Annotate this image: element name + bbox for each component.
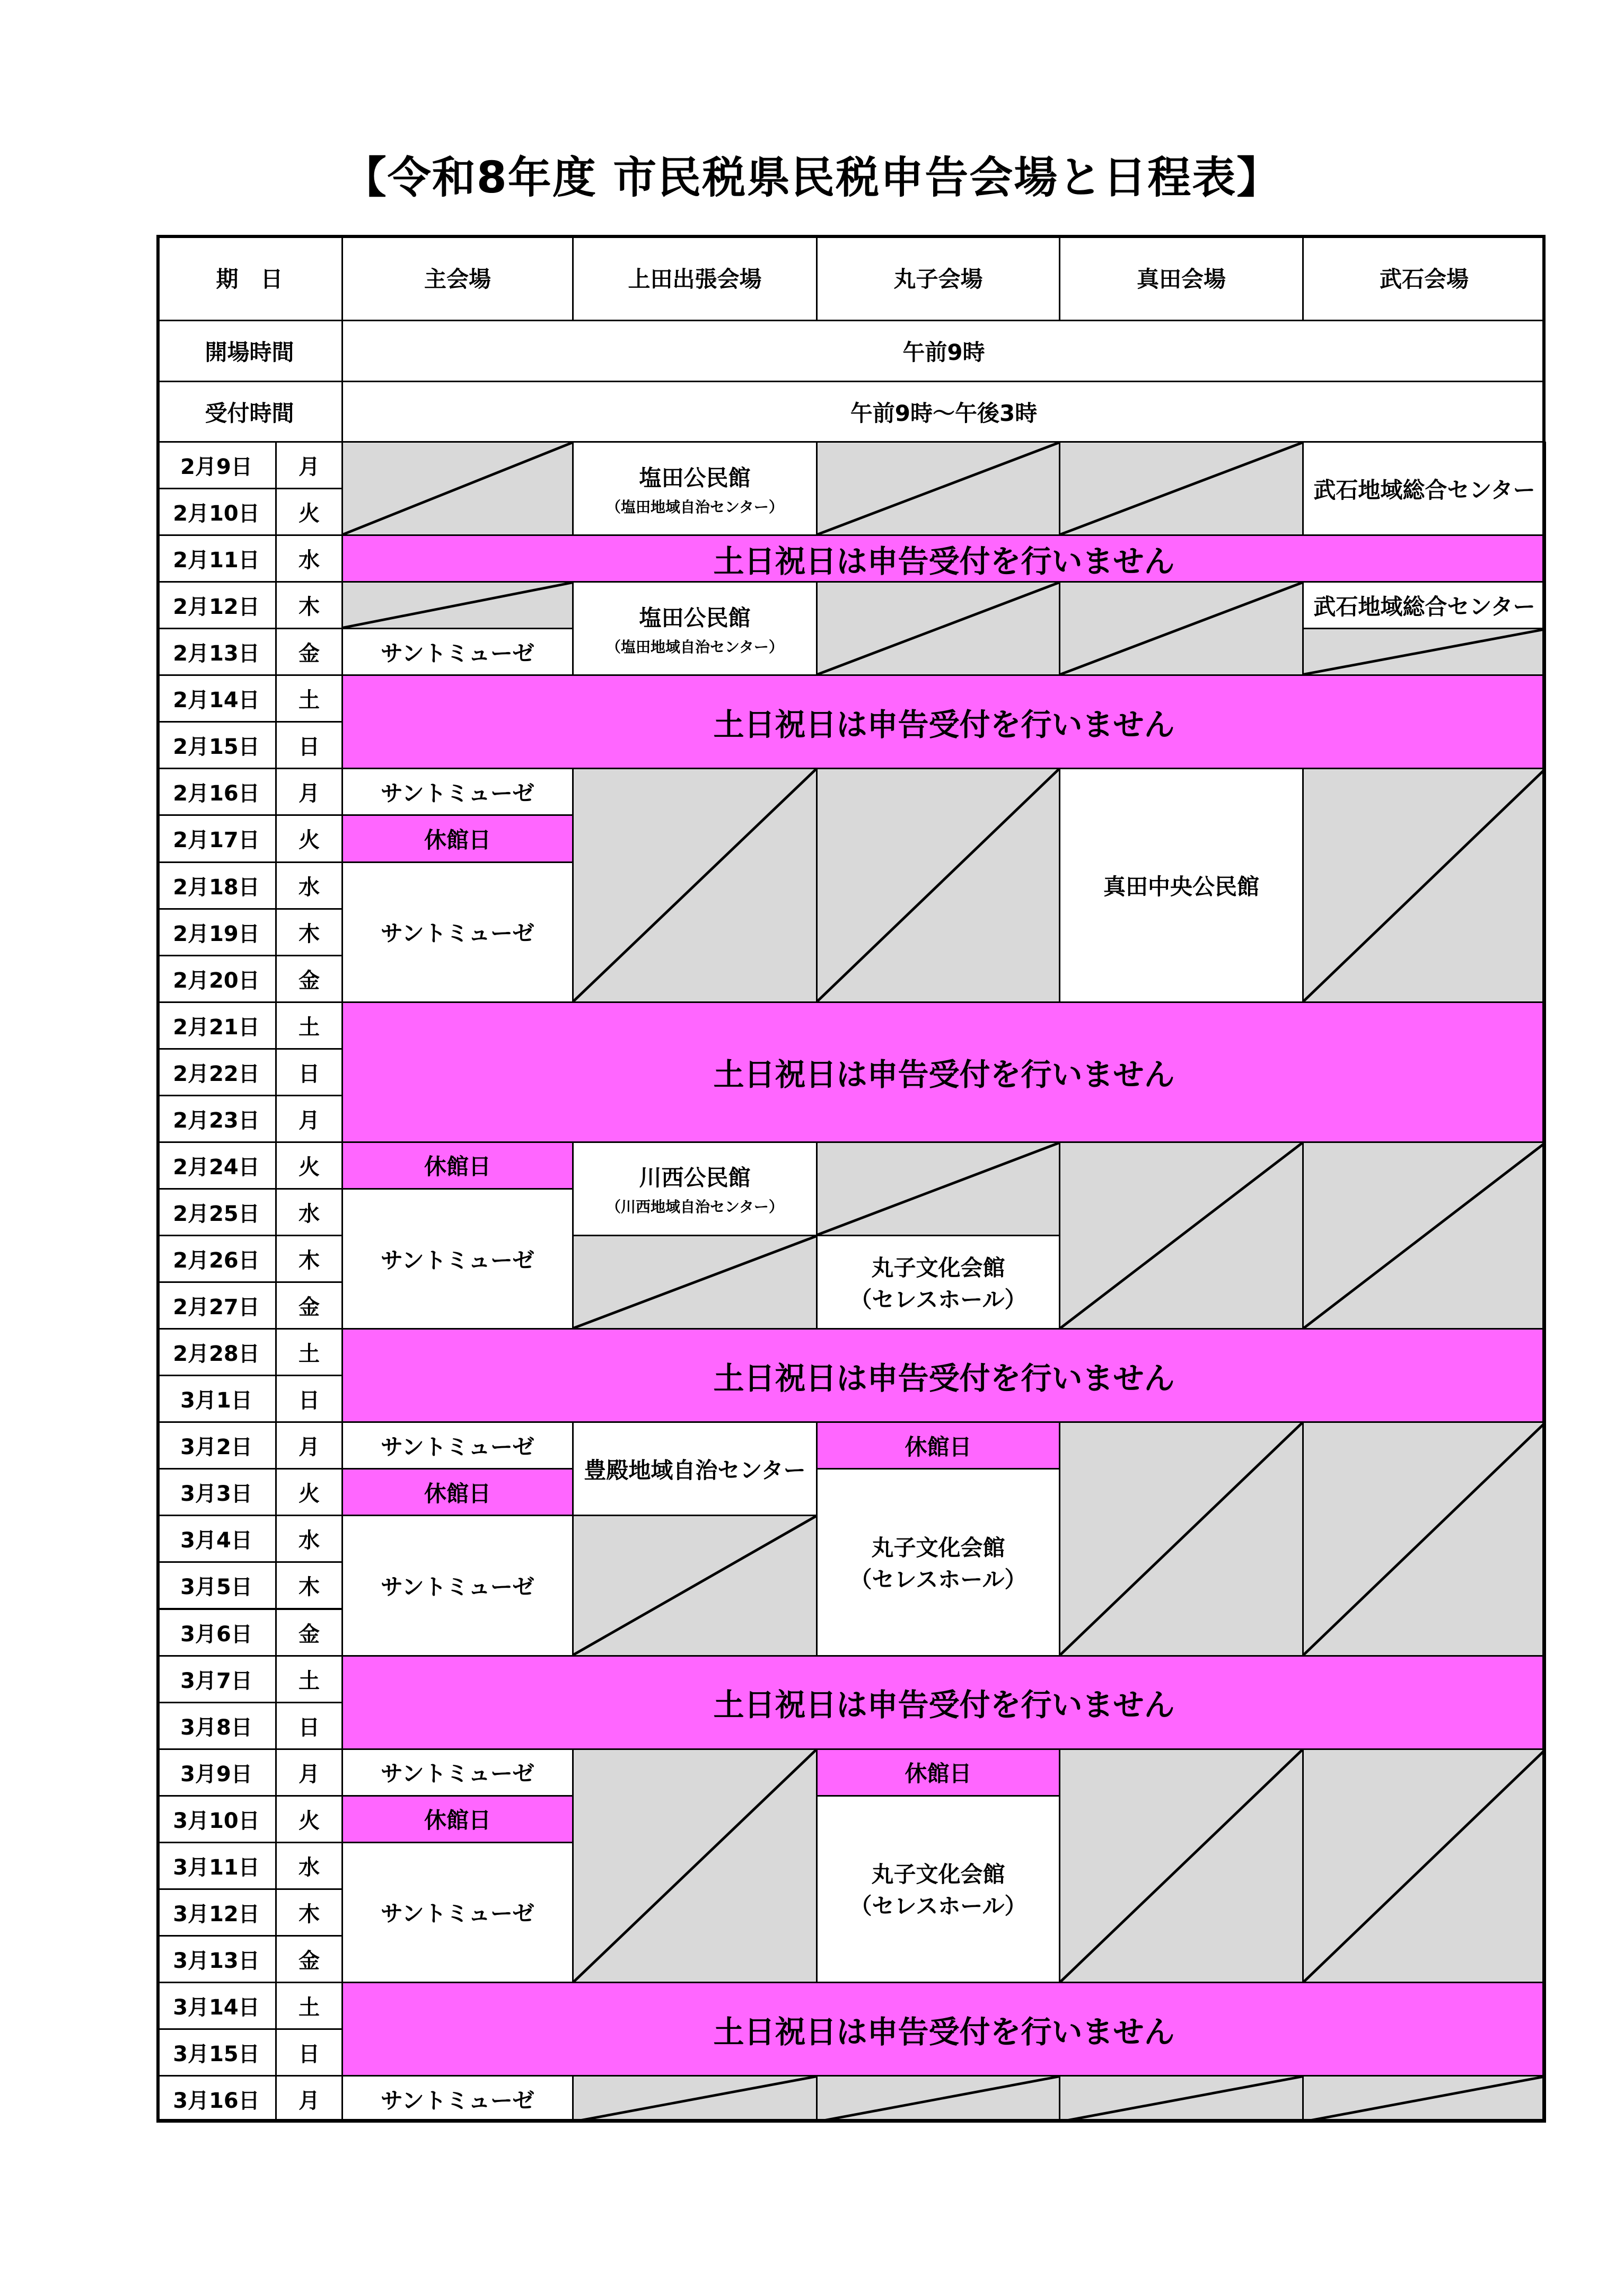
open-time-label: 開場時間 bbox=[156, 320, 343, 382]
diagonal-slash-icon bbox=[1060, 1143, 1302, 1328]
date-cell: 2月18日 bbox=[156, 862, 276, 909]
weekday-cell: 月 bbox=[276, 1095, 343, 1142]
open-time-value: 午前9時 bbox=[342, 320, 1546, 382]
header-venue-ueda: 上田出張会場 bbox=[573, 235, 817, 321]
venue-name: サントミューゼ bbox=[380, 920, 535, 947]
venue-cell bbox=[817, 1235, 1060, 1329]
weekday-cell: 水 bbox=[276, 1515, 343, 1562]
closed-day-cell: 休館日 bbox=[342, 815, 573, 862]
not-available-cell bbox=[817, 1142, 1060, 1236]
diagonal-slash-icon bbox=[574, 1516, 816, 1655]
venue-name: 丸子文化会館 bbox=[871, 1861, 1005, 1888]
venue-name: 丸子文化会館 bbox=[871, 1534, 1005, 1561]
closed-day-cell: 休館日 bbox=[342, 1796, 573, 1843]
not-available-cell bbox=[1059, 1142, 1303, 1329]
diagonal-slash-icon bbox=[574, 1236, 816, 1328]
weekday-cell: 土 bbox=[276, 1656, 343, 1703]
not-available-cell bbox=[573, 1749, 817, 1983]
date-cell: 3月6日 bbox=[156, 1609, 276, 1656]
venue-cell bbox=[342, 1189, 573, 1329]
header-venue-maruko: 丸子会場 bbox=[817, 235, 1060, 321]
venue-name: 真田中央公民館 bbox=[1103, 874, 1259, 900]
not-available-cell bbox=[1303, 2075, 1546, 2123]
date-cell: 3月1日 bbox=[156, 1375, 276, 1422]
closed-day-cell: 休館日 bbox=[342, 1468, 573, 1516]
reception-time-label: 受付時間 bbox=[156, 381, 343, 442]
not-available-cell bbox=[1059, 1749, 1303, 1983]
closed-day-cell: 休館日 bbox=[817, 1749, 1060, 1796]
weekday-cell: 金 bbox=[276, 1936, 343, 1983]
diagonal-slash-icon bbox=[1060, 2077, 1302, 2122]
weekday-cell: 火 bbox=[276, 815, 343, 862]
venue-cell bbox=[1303, 582, 1546, 629]
date-cell: 2月16日 bbox=[156, 768, 276, 815]
date-cell: 3月2日 bbox=[156, 1422, 276, 1469]
date-cell: 3月9日 bbox=[156, 1749, 276, 1796]
date-cell: 3月8日 bbox=[156, 1702, 276, 1749]
diagonal-slash-icon bbox=[1304, 1423, 1545, 1655]
weekday-cell: 木 bbox=[276, 1235, 343, 1282]
weekday-cell: 火 bbox=[276, 1796, 343, 1843]
weekday-cell: 日 bbox=[276, 1049, 343, 1096]
venue-cell bbox=[573, 1142, 817, 1236]
date-cell: 2月11日 bbox=[156, 535, 276, 582]
not-available-cell bbox=[1303, 628, 1546, 675]
weekday-cell: 金 bbox=[276, 955, 343, 1002]
weekday-cell: 月 bbox=[276, 768, 343, 815]
weekday-cell: 日 bbox=[276, 2029, 343, 2076]
not-available-cell bbox=[1059, 582, 1303, 675]
diagonal-slash-icon bbox=[818, 443, 1059, 534]
not-available-cell bbox=[817, 442, 1060, 535]
venue-cell bbox=[342, 1422, 573, 1469]
diagonal-slash-icon bbox=[574, 2077, 816, 2122]
date-cell: 2月25日 bbox=[156, 1189, 276, 1236]
venue-cell bbox=[1303, 442, 1546, 535]
date-cell: 2月28日 bbox=[156, 1329, 276, 1376]
date-cell: 3月3日 bbox=[156, 1468, 276, 1516]
weekday-cell: 火 bbox=[276, 488, 343, 535]
date-cell: 2月24日 bbox=[156, 1142, 276, 1189]
not-available-cell bbox=[1303, 768, 1546, 1002]
weekday-cell: 日 bbox=[276, 1375, 343, 1422]
not-available-cell bbox=[1059, 1422, 1303, 1656]
diagonal-slash-icon bbox=[818, 583, 1059, 674]
weekday-cell: 金 bbox=[276, 1282, 343, 1329]
weekend-closed-banner: 土日祝日は申告受付を行いません bbox=[342, 675, 1546, 769]
date-cell: 2月27日 bbox=[156, 1282, 276, 1329]
date-cell: 2月19日 bbox=[156, 909, 276, 956]
not-available-cell bbox=[1059, 2075, 1303, 2123]
not-available-cell bbox=[573, 1235, 817, 1329]
venue-cell bbox=[342, 2075, 573, 2123]
not-available-cell bbox=[817, 768, 1060, 1002]
venue-cell bbox=[817, 1796, 1060, 1983]
header-venue-sanada: 真田会場 bbox=[1059, 235, 1303, 321]
weekday-cell: 月 bbox=[276, 442, 343, 489]
weekday-cell: 水 bbox=[276, 535, 343, 582]
venue-name: 豊殿地域自治センター bbox=[584, 1457, 806, 1483]
diagonal-slash-icon bbox=[818, 1143, 1059, 1235]
venue-subtitle: （セレスホール） bbox=[849, 1286, 1027, 1313]
date-cell: 2月23日 bbox=[156, 1095, 276, 1142]
date-cell: 3月14日 bbox=[156, 1982, 276, 2029]
weekend-closed-banner: 土日祝日は申告受付を行いません bbox=[342, 1656, 1546, 1749]
weekday-cell: 金 bbox=[276, 628, 343, 675]
date-cell: 3月16日 bbox=[156, 2075, 276, 2123]
diagonal-slash-icon bbox=[1304, 629, 1545, 674]
diagonal-slash-icon bbox=[1304, 2077, 1545, 2122]
venue-name: サントミューゼ bbox=[380, 2087, 535, 2114]
date-cell: 2月13日 bbox=[156, 628, 276, 675]
not-available-cell bbox=[1059, 442, 1303, 535]
venue-name: サントミューゼ bbox=[380, 1573, 535, 1600]
venue-subtitle: （塩田地域自治センター） bbox=[606, 638, 784, 656]
diagonal-slash-icon bbox=[574, 769, 816, 1001]
weekday-cell: 木 bbox=[276, 582, 343, 629]
not-available-cell bbox=[1303, 1142, 1546, 1329]
date-cell: 3月10日 bbox=[156, 1796, 276, 1843]
date-cell: 2月17日 bbox=[156, 815, 276, 862]
diagonal-slash-icon bbox=[1304, 1143, 1545, 1328]
venue-name: 川西公民館 bbox=[639, 1165, 751, 1191]
diagonal-slash-icon bbox=[574, 1750, 816, 1982]
closed-day-cell: 休館日 bbox=[817, 1422, 1060, 1469]
not-available-cell bbox=[573, 1515, 817, 1656]
weekday-cell: 金 bbox=[276, 1609, 343, 1656]
date-cell: 2月20日 bbox=[156, 955, 276, 1002]
venue-name: サントミューゼ bbox=[380, 780, 535, 806]
schedule-table bbox=[156, 235, 1546, 2122]
not-available-cell bbox=[342, 442, 573, 535]
not-available-cell bbox=[817, 582, 1060, 675]
venue-subtitle: （川西地域自治センター） bbox=[606, 1198, 784, 1216]
weekday-cell: 水 bbox=[276, 862, 343, 909]
date-cell: 2月22日 bbox=[156, 1049, 276, 1096]
not-available-cell bbox=[817, 2075, 1060, 2123]
weekday-cell: 火 bbox=[276, 1142, 343, 1189]
venue-name: 武石地域総合センター bbox=[1313, 593, 1535, 620]
not-available-cell bbox=[1303, 1422, 1546, 1656]
weekday-cell: 日 bbox=[276, 722, 343, 769]
weekday-cell: 土 bbox=[276, 1982, 343, 2029]
diagonal-slash-icon bbox=[1060, 443, 1302, 534]
venue-name: 塩田公民館 bbox=[639, 464, 751, 491]
date-cell: 3月4日 bbox=[156, 1515, 276, 1562]
diagonal-slash-icon bbox=[1060, 1750, 1302, 1982]
weekend-closed-banner: 土日祝日は申告受付を行いません bbox=[342, 535, 1546, 582]
diagonal-slash-icon bbox=[818, 769, 1059, 1001]
header-date: 期 日 bbox=[156, 235, 343, 321]
date-cell: 2月14日 bbox=[156, 675, 276, 722]
weekday-cell: 月 bbox=[276, 1749, 343, 1796]
venue-cell bbox=[1059, 768, 1303, 1002]
diagonal-slash-icon bbox=[1060, 583, 1302, 674]
date-cell: 3月11日 bbox=[156, 1842, 276, 1889]
diagonal-slash-icon bbox=[1060, 1423, 1302, 1655]
venue-cell bbox=[342, 862, 573, 1002]
venue-name: 武石地域総合センター bbox=[1313, 477, 1535, 503]
venue-name: サントミューゼ bbox=[380, 1761, 535, 1787]
date-cell: 2月26日 bbox=[156, 1235, 276, 1282]
venue-name: サントミューゼ bbox=[380, 1247, 535, 1273]
weekday-cell: 火 bbox=[276, 1468, 343, 1516]
date-cell: 3月7日 bbox=[156, 1656, 276, 1703]
venue-name: 塩田公民館 bbox=[639, 604, 751, 631]
venue-cell bbox=[817, 1468, 1060, 1656]
weekend-closed-banner: 土日祝日は申告受付を行いません bbox=[342, 1982, 1546, 2076]
weekday-cell: 土 bbox=[276, 675, 343, 722]
header-venue-takeshi: 武石会場 bbox=[1303, 235, 1546, 321]
diagonal-slash-icon bbox=[343, 583, 572, 628]
date-cell: 2月15日 bbox=[156, 722, 276, 769]
not-available-cell bbox=[573, 768, 817, 1002]
weekday-cell: 木 bbox=[276, 1889, 343, 1936]
weekday-cell: 土 bbox=[276, 1002, 343, 1049]
diagonal-slash-icon bbox=[1304, 1750, 1545, 1982]
diagonal-slash-icon bbox=[818, 2077, 1059, 2122]
date-cell: 3月12日 bbox=[156, 1889, 276, 1936]
header-venue-main: 主会場 bbox=[342, 235, 573, 321]
venue-name: サントミューゼ bbox=[380, 640, 535, 666]
venue-cell bbox=[573, 582, 817, 675]
venue-cell bbox=[342, 628, 573, 675]
weekday-cell: 木 bbox=[276, 909, 343, 956]
venue-cell bbox=[342, 1515, 573, 1656]
weekday-cell: 月 bbox=[276, 2075, 343, 2123]
weekday-cell: 月 bbox=[276, 1422, 343, 1469]
venue-cell bbox=[573, 442, 817, 535]
venue-name: 丸子文化会館 bbox=[871, 1254, 1005, 1281]
date-cell: 2月9日 bbox=[156, 442, 276, 489]
not-available-cell bbox=[342, 582, 573, 629]
date-cell: 3月15日 bbox=[156, 2029, 276, 2076]
weekend-closed-banner: 土日祝日は申告受付を行いません bbox=[342, 1329, 1546, 1422]
diagonal-slash-icon bbox=[343, 443, 572, 534]
not-available-cell bbox=[1303, 1749, 1546, 1983]
venue-cell bbox=[342, 1749, 573, 1796]
venue-cell bbox=[342, 768, 573, 815]
date-cell: 2月10日 bbox=[156, 488, 276, 535]
reception-time-value: 午前9時～午後3時 bbox=[342, 381, 1546, 442]
weekday-cell: 土 bbox=[276, 1329, 343, 1376]
diagonal-slash-icon bbox=[1304, 769, 1545, 1001]
weekday-cell: 日 bbox=[276, 1702, 343, 1749]
venue-name: サントミューゼ bbox=[380, 1901, 535, 1927]
closed-day-cell: 休館日 bbox=[342, 1142, 573, 1189]
weekday-cell: 木 bbox=[276, 1562, 343, 1609]
venue-cell bbox=[573, 1422, 817, 1516]
weekday-cell: 水 bbox=[276, 1189, 343, 1236]
page-title: 【令和8年度 市民税県民税申告会場と日程表】 bbox=[343, 153, 1281, 203]
date-cell: 2月21日 bbox=[156, 1002, 276, 1049]
date-cell: 2月12日 bbox=[156, 582, 276, 629]
weekday-cell: 水 bbox=[276, 1842, 343, 1889]
date-cell: 3月13日 bbox=[156, 1936, 276, 1983]
venue-subtitle: （塩田地域自治センター） bbox=[606, 498, 784, 516]
not-available-cell bbox=[573, 2075, 817, 2123]
date-cell: 3月5日 bbox=[156, 1562, 276, 1609]
venue-name: サントミューゼ bbox=[380, 1433, 535, 1460]
weekend-closed-banner: 土日祝日は申告受付を行いません bbox=[342, 1002, 1546, 1142]
venue-subtitle: （セレスホール） bbox=[849, 1893, 1027, 1920]
venue-cell bbox=[342, 1842, 573, 1983]
venue-subtitle: （セレスホール） bbox=[849, 1566, 1027, 1593]
